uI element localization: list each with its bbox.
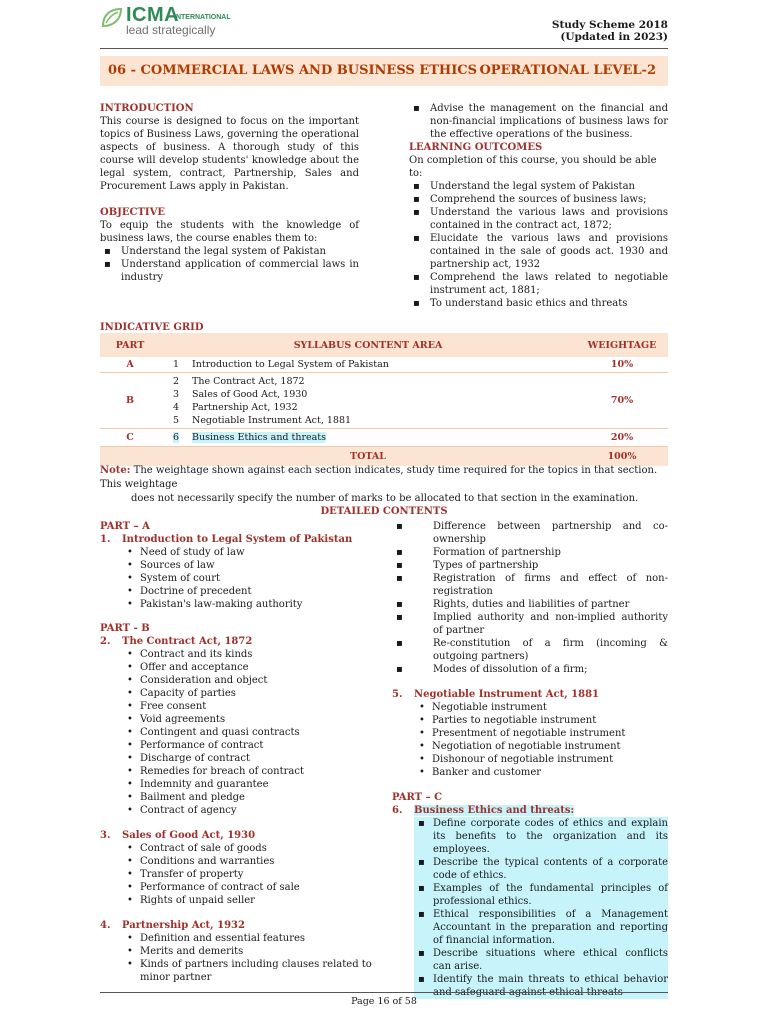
- introduction-heading: INTRODUCTION: [100, 103, 194, 114]
- logo-text: ICMA: [126, 4, 180, 26]
- section-5-title: 5. Negotiable Instrument Act, 1881: [392, 689, 600, 700]
- course-level: OPERATIONAL LEVEL-2: [479, 63, 656, 78]
- list-item: • Capacity of parties: [100, 687, 392, 700]
- weightage-note: [100, 464, 668, 506]
- list-item: ▪ Re-constitution of a firm (incoming & outgoing partners): [392, 637, 668, 663]
- grid-topic-number: 3: [172, 388, 180, 400]
- scheme-updated: (Updated in 2023): [560, 31, 668, 43]
- section-3-title: 3. Sales of Good Act, 1930: [100, 830, 256, 841]
- grid-topic-number: 6: [172, 431, 180, 443]
- scheme-title: Study Scheme 2018: [551, 19, 668, 31]
- grid-row-part-a: [100, 357, 668, 372]
- objective-list: [100, 245, 359, 284]
- list-item: ▪ Comprehend the laws related to negotiable instrument act, 1881;: [409, 271, 668, 297]
- grid-header-area: SYLLABUS CONTENT AREA: [160, 333, 576, 357]
- indicative-grid-table: [100, 333, 668, 466]
- objective-heading: OBJECTIVE: [100, 207, 165, 218]
- icma-leaf-icon: [100, 6, 124, 30]
- section-1-list: [100, 546, 392, 611]
- list-item: • Pakistan's law-making authority: [100, 598, 392, 611]
- learning-outcomes-intro: On completion of this course, you should be able to:: [409, 155, 657, 179]
- list-item: • Indemnity and guarantee: [100, 778, 392, 791]
- list-item: • Definition and essential features: [100, 932, 382, 945]
- list-item: • Need of study of law: [100, 546, 392, 559]
- grid-weight: 70%: [576, 372, 668, 428]
- grid-header-row: [100, 333, 668, 357]
- header-divider: [100, 48, 668, 49]
- list-item: ▪ Ethical responsibilities of a Management Accountant in the preparation and reporting of financial information.: [414, 908, 668, 947]
- grid-topic-number: 5: [172, 414, 180, 426]
- section-4-title: 4. Partnership Act, 1932: [100, 920, 245, 931]
- section-6-title: 6. Business Ethics and threats:: [392, 805, 575, 816]
- list-item: • Remedies for breach of contract: [100, 765, 392, 778]
- intro-column: [100, 102, 359, 284]
- list-item: ▪ Examples of the fundamental principles of professional ethics.: [414, 882, 668, 908]
- footer-divider: [100, 992, 668, 993]
- detailed-contents-heading: DETAILED CONTENTS: [320, 506, 448, 517]
- list-item: • Performance of contract: [100, 739, 392, 752]
- list-item: ▪ Implied authority and non-implied authority of partner: [392, 611, 668, 637]
- list-item: • System of court: [100, 572, 392, 585]
- grid-row-part-c: [100, 428, 668, 446]
- list-item: • Offer and acceptance: [100, 661, 392, 674]
- part-c-label: PART – C: [392, 792, 443, 803]
- detailed-right-column: [392, 520, 668, 999]
- list-item: ▪ Understand the legal system of Pakistan: [409, 180, 668, 193]
- outcomes-column: [409, 102, 668, 310]
- list-item: ▪ Understand the legal system of Pakistan: [100, 245, 359, 258]
- logo-tagline: lead strategically: [126, 23, 216, 37]
- course-banner: [100, 56, 668, 86]
- grid-topic-number: 4: [172, 401, 180, 413]
- detailed-left-column: [100, 520, 392, 984]
- list-item: • Sources of law: [100, 559, 392, 572]
- objective-list-cont: [409, 102, 668, 141]
- grid-topics: [192, 372, 576, 428]
- list-item: • Bailment and pledge: [100, 791, 392, 804]
- list-item: • Merits and demerits: [100, 945, 382, 958]
- grid-weight: 20%: [576, 428, 668, 446]
- list-item: ▪ To understand basic ethics and threats: [409, 297, 668, 310]
- list-item: • Performance of contract of sale: [100, 881, 392, 894]
- grid-part-label: A: [100, 357, 160, 372]
- list-item: • Doctrine of precedent: [100, 585, 392, 598]
- grid-topic: Introduction to Legal System of Pakistan: [192, 357, 576, 372]
- list-item: ▪ Describe situations where ethical conflicts can arise.: [414, 947, 668, 973]
- list-item: ▪ Define corporate codes of ethics and explain its benefits to the organization and its employees.: [414, 817, 668, 856]
- list-item: ▪ Identify the main threats to ethical behavior and safeguard against ethical threats: [414, 973, 668, 999]
- section-3-list: [100, 842, 392, 907]
- logo-subtext: INTERNATIONAL: [174, 14, 231, 21]
- list-item: • Free consent: [100, 700, 392, 713]
- grid-header-weight: WEIGHTAGE: [576, 333, 668, 357]
- grid-total-row: [100, 446, 668, 466]
- learning-outcomes-heading: LEARNING OUTCOMES: [409, 142, 543, 153]
- page-number: Page 16 of 58: [351, 996, 417, 1007]
- list-item: • Parties to negotiable instrument: [392, 714, 668, 727]
- indicative-grid-heading: INDICATIVE GRID: [100, 322, 204, 333]
- note-line-2: does not necessarily specify the number of marks to be allocated to that section in the examination.: [131, 493, 639, 504]
- grid-part-label: B: [100, 372, 160, 428]
- note-label: Note:: [100, 465, 131, 476]
- list-item: • Kinds of partners including clauses related to minor partner: [100, 958, 382, 984]
- list-item: ▪ Types of partnership: [392, 559, 668, 572]
- list-item: • Contract and its kinds: [100, 648, 392, 661]
- list-item: ▪ Understand the various laws and provisions contained in the contract act, 1872;: [409, 206, 668, 232]
- list-item: • Contingent and quasi contracts: [100, 726, 392, 739]
- list-item: ▪ Registration of firms and effect of non-registration: [392, 572, 668, 598]
- section-4-list: [100, 932, 392, 984]
- note-line-1: The weightage shown against each section indicates, study time required for the topics in that section. This weightage: [100, 465, 658, 490]
- list-item: • Void agreements: [100, 713, 392, 726]
- study-scheme-label: [552, 19, 668, 43]
- grid-topic: Sales of Good Act, 1930: [192, 388, 308, 400]
- list-item: ▪ Rights, duties and liabilities of partner: [392, 598, 668, 611]
- learning-outcomes-list: [409, 180, 668, 310]
- grid-total-label: TOTAL: [350, 450, 386, 462]
- list-item: ▪ Comprehend the sources of business laws;: [409, 193, 668, 206]
- section-4-list-cont: [392, 520, 668, 676]
- list-item: ▪ Elucidate the various laws and provisions contained in the sale of goods act. 1930 and partnership act, 1932: [409, 232, 668, 271]
- course-title: 06 - COMMERCIAL LAWS AND BUSINESS ETHICS: [108, 63, 478, 78]
- part-b-label: PART - B: [100, 623, 150, 634]
- list-item: ▪ Formation of partnership: [392, 546, 668, 559]
- section-2-title: 2. The Contract Act, 1872: [100, 636, 253, 647]
- list-item: • Dishonour of negotiable instrument: [392, 753, 668, 766]
- list-item: ▪ Difference between partnership and co-ownership: [392, 520, 668, 546]
- list-item: • Negotiation of negotiable instrument: [392, 740, 668, 753]
- part-a-label: PART – A: [100, 521, 150, 532]
- list-item: ▪ Modes of dissolution of a firm;: [392, 663, 668, 676]
- list-item: • Conditions and warranties: [100, 855, 392, 868]
- section-5-list: [392, 701, 668, 779]
- grid-topic-numbers: [160, 372, 192, 428]
- grid-header-part: PART: [100, 333, 160, 357]
- grid-total-value: 100%: [607, 450, 637, 462]
- grid-row-part-b: [100, 372, 668, 428]
- section-6-list: [392, 817, 668, 999]
- grid-topic: The Contract Act, 1872: [192, 375, 305, 387]
- list-item: • Negotiable instrument: [392, 701, 668, 714]
- introduction-text: This course is designed to focus on the important topics of Business Laws, governing the operational aspects of business. A thorough study of this course will develop students' knowledge about the legal system, contract, Partnership, Sales and Procurement Laws apply in Pakistan.: [100, 116, 359, 192]
- section-2-list: [100, 648, 392, 817]
- list-item: • Transfer of property: [100, 868, 392, 881]
- list-item: • Banker and customer: [392, 766, 668, 779]
- list-item: • Discharge of contract: [100, 752, 392, 765]
- list-item: • Consideration and object: [100, 674, 392, 687]
- list-item: • Rights of unpaid seller: [100, 894, 392, 907]
- grid-topic-number: 1: [160, 357, 192, 372]
- grid-topic-number: 2: [172, 375, 180, 387]
- grid-topic: Partnership Act, 1932: [192, 401, 298, 413]
- section-1-title: 1. Introduction to Legal System of Pakistan: [100, 534, 353, 545]
- list-item: ▪ Describe the typical contents of a corporate code of ethics.: [414, 856, 668, 882]
- list-item: • Contract of agency: [100, 804, 392, 817]
- list-item: ▪ Advise the management on the financial and non-financial implications of business laws for the effective operations of the business.: [409, 102, 668, 141]
- list-item: • Contract of sale of goods: [100, 842, 392, 855]
- list-item: ▪ Understand application of commercial laws in industry: [100, 258, 359, 284]
- grid-topic: Negotiable Instrument Act, 1881: [192, 414, 352, 426]
- objective-text: To equip the students with the knowledge of business laws, the course enables them to:: [100, 220, 359, 244]
- grid-part-label: C: [100, 428, 160, 446]
- grid-weight: 10%: [576, 357, 668, 372]
- grid-topic: Business Ethics and threats: [192, 431, 326, 443]
- list-item: • Presentment of negotiable instrument: [392, 727, 668, 740]
